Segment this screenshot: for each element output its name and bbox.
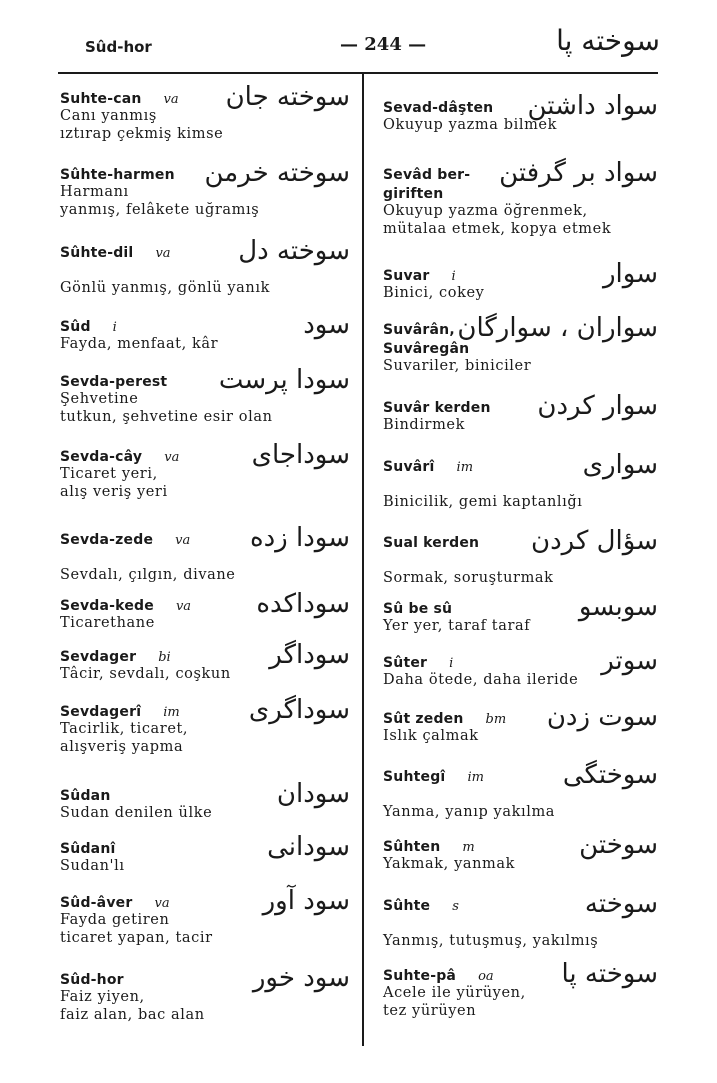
dictionary-entry xyxy=(60,523,350,584)
dictionary-entry xyxy=(383,646,658,689)
entry-term: Suvar xyxy=(383,268,430,284)
entry-definition-line: Fayda getiren xyxy=(60,912,170,928)
entry-arabic-script: سودانی xyxy=(267,832,350,862)
entry-term: Suvârî xyxy=(383,459,435,475)
entry-definition-line: alış veriş yeri xyxy=(60,484,168,500)
dictionary-entry xyxy=(60,82,350,143)
entry-arabic-script: سوت زدن xyxy=(546,702,658,732)
entry-arabic-script: سوبسو xyxy=(578,592,658,622)
entry-part-of-speech: va xyxy=(164,450,180,465)
entry-definition-line: Gönlü yanmış, gönlü yanık xyxy=(60,280,270,296)
entry-arabic-script: سوتر xyxy=(601,646,658,676)
entry-definition-line: Suvariler, biniciler xyxy=(383,358,532,374)
dictionary-entry xyxy=(60,158,350,219)
entry-term: Sû be sû xyxy=(383,601,453,617)
entry-term: Sevâd ber- xyxy=(383,167,471,183)
entry-term: Sevdager xyxy=(60,649,137,665)
entry-definition-line: Yanmış, tutuşmuş, yakılmış xyxy=(383,933,599,949)
entry-definition-line: Acele ile yürüyen, xyxy=(383,985,526,1001)
entry-arabic-script: سواری xyxy=(582,450,658,480)
entry-definition-line: Bindirmek xyxy=(383,417,465,433)
entry-term: Sevda-zede xyxy=(60,532,154,548)
entry-arabic-script: سودا زده xyxy=(249,523,350,553)
entry-term: Sûhte-dil xyxy=(60,245,134,261)
entry-definition-line: Tâcir, sevdalı, coşkun xyxy=(60,666,231,682)
entry-arabic-script: سوداگر xyxy=(269,640,350,670)
entry-definition-line: Binicilik, gemi kaptanlığı xyxy=(383,494,583,510)
dictionary-entry xyxy=(383,158,658,238)
dictionary-entry xyxy=(60,886,350,947)
entry-part-of-speech: im xyxy=(163,705,180,720)
dictionary-entry xyxy=(383,391,658,434)
dictionary-entry xyxy=(60,695,350,756)
dictionary-entry xyxy=(383,259,658,302)
entry-definition-line: ticaret yapan, tacir xyxy=(60,930,213,946)
entry-term: Sevda-perest xyxy=(60,374,168,390)
dictionary-entry xyxy=(60,236,350,297)
entry-part-of-speech: va xyxy=(154,896,170,911)
entry-term: Sevda-kede xyxy=(60,598,154,614)
entry-arabic-script: سواد بر گرفتن xyxy=(499,158,658,188)
entry-term: Sûhte xyxy=(383,898,431,914)
dictionary-entry xyxy=(60,365,350,426)
dictionary-entry xyxy=(383,760,658,821)
entry-arabic-script: سوخته جان xyxy=(225,82,350,112)
entry-term-continued: giriften xyxy=(383,186,444,202)
entry-arabic-script: سود xyxy=(303,310,350,340)
entry-definition-line: Harmanı xyxy=(60,184,129,200)
entry-term: Suvârân, xyxy=(383,322,455,338)
entry-part-of-speech: im xyxy=(467,770,484,785)
entry-term: Sevad-dâşten xyxy=(383,100,494,116)
dictionary-entry xyxy=(383,959,658,1020)
entry-arabic-script: سودان xyxy=(276,779,350,809)
dictionary-entry xyxy=(60,440,350,501)
entry-part-of-speech: va xyxy=(175,599,192,614)
entry-part-of-speech: va xyxy=(175,533,191,548)
entry-term: Sûhte-harmen xyxy=(60,167,175,183)
entry-definition-line: Ticaret yeri, xyxy=(60,466,158,482)
page-number: — 244 — xyxy=(340,34,427,55)
entry-part-of-speech: va xyxy=(163,92,179,107)
entry-arabic-script: سوار xyxy=(603,259,658,289)
dictionary-entry xyxy=(60,589,350,632)
entry-part-of-speech: bi xyxy=(158,650,171,665)
entry-definition-line: ıztırap çekmiş kimse xyxy=(60,126,224,142)
dictionary-entry xyxy=(383,830,658,873)
entry-definition-line: Sudan denilen ülke xyxy=(60,805,213,821)
dictionary-entry xyxy=(383,450,658,511)
dictionary-entry xyxy=(383,526,658,587)
entry-term: Sûd-âver xyxy=(60,895,133,911)
entry-arabic-script: سود خور xyxy=(252,963,350,993)
entry-arabic-script: سوخته پا xyxy=(561,959,658,989)
entry-term: Sual kerden xyxy=(383,535,480,551)
entry-definition-line: Tacirlik, ticaret, xyxy=(60,721,189,737)
entry-arabic-script: سوداگری xyxy=(248,695,350,725)
entry-arabic-script: سوختگی xyxy=(562,760,658,790)
entry-definition-line: tutkun, şehvetine esir olan xyxy=(60,409,273,425)
entry-definition-line: Binici, cokey xyxy=(383,285,485,301)
dictionary-entry xyxy=(60,832,350,875)
entry-definition-line: alışveriş yapma xyxy=(60,739,184,755)
entry-definition-line: Faiz yiyen, xyxy=(60,989,145,1005)
entry-definition-line: Yanma, yanıp yakılma xyxy=(383,804,556,820)
entry-term: Sevda-cây xyxy=(60,449,143,465)
entry-term: Suhte-pâ xyxy=(383,968,457,984)
entry-term: Sûd-hor xyxy=(60,972,124,988)
entry-term: Sût zeden xyxy=(383,711,464,727)
entry-part-of-speech: im xyxy=(456,460,474,475)
dictionary-entry xyxy=(383,91,658,134)
entry-part-of-speech: s xyxy=(452,899,459,914)
entry-arabic-script: سواد داشتن xyxy=(527,91,658,121)
entry-part-of-speech: i xyxy=(112,320,117,335)
entry-arabic-script: سواران ، سوارگان xyxy=(457,313,658,343)
entry-part-of-speech: i xyxy=(451,269,456,284)
dictionary-entry xyxy=(60,310,350,353)
entry-term: Suhte-can xyxy=(60,91,142,107)
entry-term: Sûter xyxy=(383,655,428,671)
entry-definition-line: Islık çalmak xyxy=(383,728,479,744)
entry-part-of-speech: va xyxy=(155,246,171,261)
entry-arabic-script: سودا پرست xyxy=(218,365,350,395)
entry-arabic-script: سود آور xyxy=(262,886,350,916)
dictionary-entry xyxy=(383,889,658,950)
entry-definition-line: Canı yanmış xyxy=(60,108,157,124)
dictionary-entry xyxy=(60,963,350,1024)
dictionary-entry xyxy=(383,592,658,635)
entry-part-of-speech: i xyxy=(449,656,454,671)
entry-arabic-script: سوار كردن xyxy=(537,391,658,421)
entry-arabic-script: سوختن xyxy=(579,830,658,860)
entry-definition-line: Daha ötede, daha ileride xyxy=(383,672,579,688)
entry-arabic-script: سوخته xyxy=(584,889,658,919)
entry-term: Sûhten xyxy=(383,839,441,855)
entry-definition-line: Fayda, menfaat, kâr xyxy=(60,336,219,352)
entry-definition-line: Şehvetine xyxy=(60,391,139,407)
entry-arabic-script: سوخته خرمن xyxy=(204,158,350,188)
entry-definition-line: Okuyup yazma bilmek xyxy=(383,117,557,133)
entry-arabic-script: سوداكده xyxy=(256,589,350,619)
entry-definition-line: Yer yer, taraf taraf xyxy=(383,618,531,634)
dictionary-entry xyxy=(60,779,350,822)
entry-arabic-script: سؤال كردن xyxy=(531,526,658,556)
running-head-left: Sûd-hor xyxy=(85,38,152,56)
entry-definition-line: mütalaa etmek, kopya etmek xyxy=(383,221,612,237)
entry-term: Sûdan xyxy=(60,788,111,804)
entry-definition-line: Sudan'lı xyxy=(60,858,125,874)
entry-arabic-script: سوخته دل xyxy=(238,236,350,266)
entry-definition-line: Ticarethane xyxy=(60,615,155,631)
entry-definition-line: faiz alan, bac alan xyxy=(60,1007,205,1023)
entry-definition-line: tez yürüyen xyxy=(383,1003,477,1019)
entry-term: Sûdanî xyxy=(60,841,116,857)
entry-term: Suvâr kerden xyxy=(383,400,491,416)
header-rule xyxy=(58,72,658,74)
entry-term: Suhtegî xyxy=(383,769,446,785)
dictionary-entry xyxy=(60,640,350,683)
entry-part-of-speech: bm xyxy=(485,712,507,727)
entry-term: Sevdagerî xyxy=(60,704,142,720)
entry-definition-line: Yakmak, yanmak xyxy=(383,856,516,872)
entry-term-continued: Suvâregân xyxy=(383,341,470,357)
entry-definition-line: Sormak, soruşturmak xyxy=(383,570,554,586)
entry-term: Sûd xyxy=(60,319,91,335)
entry-part-of-speech: m xyxy=(462,840,475,855)
entry-definition-line: yanmış, felâkete uğramış xyxy=(60,202,260,218)
running-head-right-arabic: سوخته پا xyxy=(556,24,660,57)
dictionary-entry xyxy=(383,313,658,375)
column-divider xyxy=(362,74,364,1046)
entry-arabic-script: سوداجای xyxy=(251,440,350,470)
entry-definition-line: Okuyup yazma öğrenmek, xyxy=(383,203,588,219)
entry-part-of-speech: oa xyxy=(478,969,494,984)
dictionary-entry xyxy=(383,702,658,745)
entry-definition-line: Sevdalı, çılgın, divane xyxy=(60,567,236,583)
